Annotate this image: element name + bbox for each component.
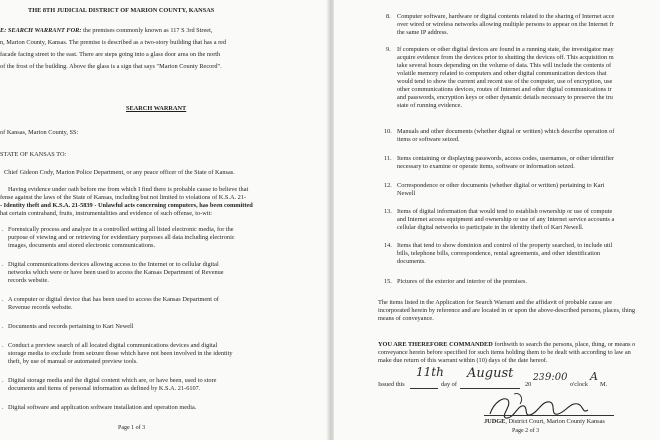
preamble-line-1: Having evidence under oath before me from which I find there is probable cause to believe that bbox=[8, 186, 249, 193]
command-line-1 bbox=[378, 341, 635, 348]
item-line: Revenue records website. bbox=[8, 304, 73, 311]
day-blank bbox=[410, 388, 438, 389]
issued-time: 9:00 bbox=[545, 372, 568, 383]
addressee: Chief Gideon Cody, Marion Police Department, or any peace officer of the State of Kansas. bbox=[4, 169, 235, 176]
item-line: acquire evidence from the devices prior to shutting the devices off. This acquisition m bbox=[397, 54, 614, 61]
issued-month: August bbox=[467, 366, 514, 381]
item-line: would tend to show the current and recent use of the computer, use of encryption, use bbox=[397, 78, 613, 85]
re-line-1 bbox=[0, 27, 212, 34]
item-number: . bbox=[2, 377, 4, 384]
item-line: Forensically process and analyze in a controlled setting all listed electronic media, for the bbox=[8, 226, 234, 233]
item-line: Items containing or displaying passwords, access codes, usernames, or other identifier bbox=[397, 155, 615, 162]
item-line: Manuals and other documents (whether digital or written) which describe operation of bbox=[397, 128, 615, 135]
item-number: . bbox=[2, 226, 4, 233]
incorporation-line-1: The items listed in the Application for Search Warrant and the affidavit of probable cause are bbox=[378, 299, 613, 306]
item-line: over wired or wireless networks allowing multiple persons to appear on the Internet fr bbox=[397, 21, 614, 28]
re-line-4: of the frost of the building. Above the glass is a sign that says "Marion County Record". bbox=[0, 63, 222, 70]
item-line: Pictures of the exterior and interior of the premises. bbox=[397, 278, 527, 285]
preamble-line-3: - Identity theft and K.S.A. 21-5839 - Unlawful acts concerning computers, has been committed bbox=[0, 202, 253, 209]
judge-title bbox=[484, 418, 605, 425]
item-line: Digital software and application software installation and operation media. bbox=[8, 404, 197, 411]
issued-day-label: day of bbox=[441, 381, 457, 388]
item-line: cellular digital networks to participate in the identity theft of Kari Newell. bbox=[397, 224, 584, 231]
item-line: documents. bbox=[397, 258, 426, 265]
signature-line bbox=[484, 415, 614, 416]
re-line-3: facade facing street to the east. There are steps going into a glass door area on the north bbox=[0, 51, 221, 58]
warrant-page-1 bbox=[0, 0, 328, 440]
item-line: theft, by use of manual or automated preview tools. bbox=[8, 358, 138, 365]
item-number: 9. bbox=[386, 46, 391, 53]
page-footer-2: Page 2 of 3 bbox=[512, 428, 540, 434]
item-number: . bbox=[2, 323, 4, 330]
item-line: and passwords, encryption keys or other dynamic details necessary to preserve the tru bbox=[397, 94, 613, 101]
item-line: Items of digital information that would tend to establish ownership or use of compute bbox=[397, 208, 613, 215]
issued-oclock: o'clock bbox=[570, 381, 588, 388]
item-line: networks which were or have been used to access the Kansas Department of Revenue bbox=[8, 269, 224, 276]
item-line: If computers or other digital devices are found in a running state, the investigator may bbox=[397, 46, 614, 53]
command-line-2: conveyance herein before specified for such items holding them to be dealt with according to law an bbox=[378, 349, 631, 356]
item-line: take several hours depending on the volume of data. This will include the contents of bbox=[397, 62, 612, 69]
issued-meridiem-end: M. bbox=[600, 381, 608, 388]
item-line: the same IP address. bbox=[397, 29, 449, 36]
item-line: Digital communications devices allowing access to the Internet or to cellular digital bbox=[8, 261, 219, 268]
issued-meridiem: A bbox=[590, 370, 598, 383]
preamble-line-2: fense against the laws of the State of Kansas, including but not limited to violations of K.S.A. 21- bbox=[0, 194, 247, 201]
issued-year: 23 bbox=[533, 373, 545, 383]
item-line: images, documents and stored electronic communications. bbox=[8, 242, 156, 249]
court-header: THE 8TH JUDICIAL DISTRICT OF MARION COUNTY, KANSAS bbox=[28, 7, 215, 14]
item-line: Digital storage media and the digital content which are, or have been, used to store bbox=[8, 377, 217, 384]
item-line: A computer or digital device that has been used to access the Kansas Department of bbox=[8, 296, 219, 303]
item-line: bills, telephone bills, correspondence, rental agreements, and other identification bbox=[397, 250, 601, 257]
item-line: state of running evidence. bbox=[397, 102, 463, 109]
item-line: Documents and records pertaining to Kari Newell bbox=[8, 323, 134, 330]
item-line: Correspondence or other documents (whether digital or written) pertaining to Kari bbox=[397, 182, 605, 189]
incorporation-line-3: means of conveyance. bbox=[378, 315, 434, 322]
item-line: Conduct a preview search of all located digital communications devices and digital bbox=[8, 342, 218, 349]
item-line: records website. bbox=[8, 277, 49, 284]
command-text: forthwith to search the persons, place, thing, or means o bbox=[494, 341, 636, 348]
item-number: . bbox=[2, 404, 4, 411]
item-line: necessary to examine or operate items, software or information seized. bbox=[397, 163, 575, 170]
issued-year-prefix: 20 bbox=[525, 381, 532, 388]
page-footer-1: Page 1 of 3 bbox=[118, 425, 146, 431]
command-line-3: make due return of this warrant within (10) days of the date hereof. bbox=[378, 357, 548, 364]
item-line: Newell bbox=[397, 190, 416, 197]
warrant-page-2 bbox=[334, 0, 660, 440]
item-line: purpose of viewing and or retrieving for evidentiary purposes all data including electronic bbox=[8, 234, 235, 241]
re-text-1: the premises commonly known as 117 S 3rd Street, bbox=[83, 27, 213, 34]
venue: of Kansas, Marion County, SS: bbox=[0, 129, 79, 136]
preamble-line-4: hat certain contraband, fruits, instrumentalities and evidence of such offense, to-wit: bbox=[0, 210, 212, 217]
judge-label: JUDGE bbox=[484, 418, 506, 425]
item-number: . bbox=[2, 261, 4, 268]
item-number: 15. bbox=[384, 278, 392, 285]
item-number: 8. bbox=[386, 13, 391, 20]
item-number: 11. bbox=[384, 155, 392, 162]
item-line: other communications devices, routes of Internet and other digital communications tr bbox=[397, 86, 612, 93]
item-number: 10. bbox=[384, 128, 392, 135]
item-number: 13. bbox=[384, 208, 392, 215]
re-line-2: n, Marion County, Kansas. The premise is described as a two-story building that has a red bbox=[0, 39, 227, 46]
item-number: . bbox=[2, 296, 4, 303]
item-number: 14. bbox=[384, 242, 392, 249]
item-line: and Internet access equipment and ownership or use of any Internet service accounts a bbox=[397, 216, 615, 223]
item-line: storage media to exclude from seizure those which have not been involved in the identity bbox=[8, 350, 233, 357]
item-line: documents and items of personal information as defined by K.S.A. 21-6107. bbox=[8, 385, 201, 392]
issued-prefix: Issued this bbox=[378, 381, 405, 388]
item-number: 12. bbox=[384, 182, 392, 189]
item-line: items or software seized. bbox=[397, 136, 460, 143]
item-number: . bbox=[2, 342, 4, 349]
incorporation-line-2: incorporated herein by reference and are located in or upon the above-described persons, places, thing bbox=[378, 307, 636, 314]
re-label: E: SEARCH WARRANT FOR: bbox=[0, 27, 82, 34]
judge-court: , District Court, Marion County Kansas bbox=[505, 418, 605, 425]
item-line: volatile memory related to computers and other digital communication devices that bbox=[397, 70, 607, 77]
item-line: Computer software, hardware or digital contents related to the sharing of Internet acce bbox=[397, 13, 615, 20]
issued-day: 11th bbox=[416, 365, 444, 379]
command-heading: YOU ARE THEREFORE COMMANDED bbox=[378, 341, 493, 348]
item-line: Items that tend to show dominion and control of the property searched, to include util bbox=[397, 242, 613, 249]
document-title: SEARCH WARRANT bbox=[126, 105, 187, 112]
addressed-to: STATE OF KANSAS TO: bbox=[0, 151, 67, 158]
